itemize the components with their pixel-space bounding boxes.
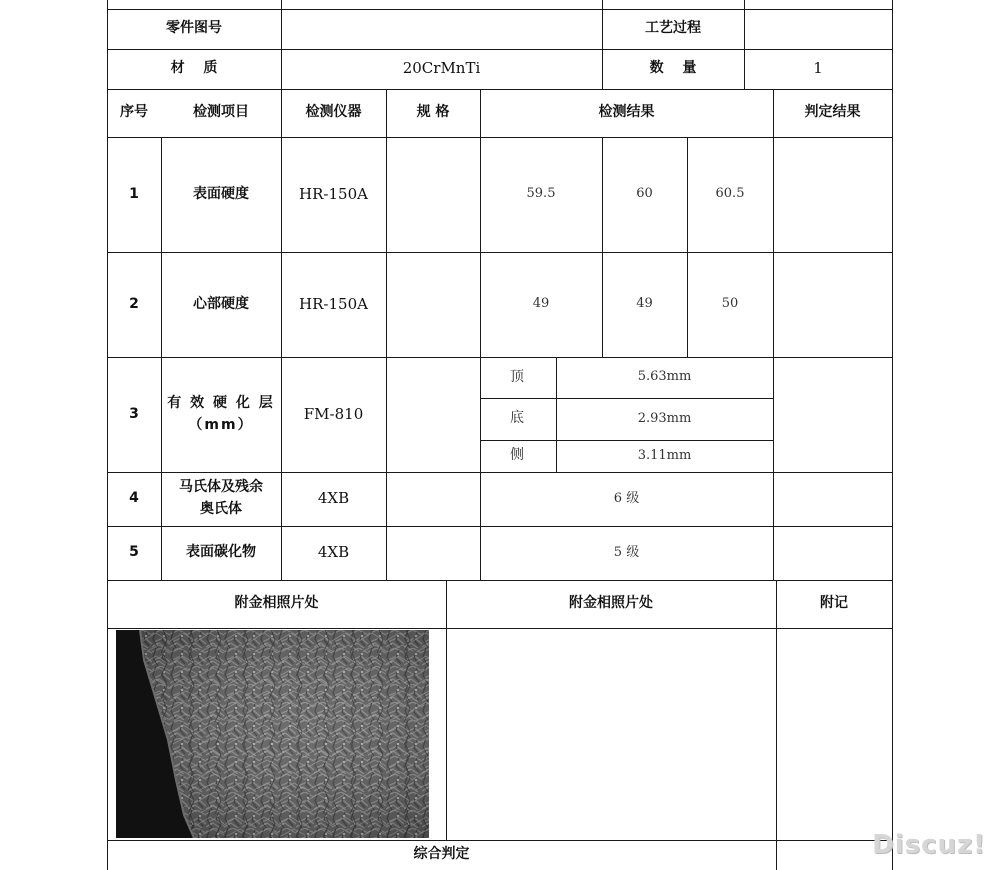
process-label: 工艺过程 xyxy=(645,20,701,37)
row-instrument: FM-810 xyxy=(303,404,364,423)
col-spec: 规 格 xyxy=(416,104,450,121)
layer-value: 3.11mm xyxy=(637,447,692,463)
row-instrument: 4XB xyxy=(317,543,350,562)
row-result: 6 级 xyxy=(613,490,640,506)
row-index: 5 xyxy=(129,544,139,561)
material-label: 材 质 xyxy=(170,60,218,77)
col-item: 检测项目 xyxy=(193,104,249,121)
rule xyxy=(892,0,893,870)
row-instrument: 4XB xyxy=(317,489,350,508)
result-value: 49 xyxy=(532,296,550,312)
micrograph-image xyxy=(116,630,429,838)
part-no-value xyxy=(281,9,602,49)
col-result: 检测结果 xyxy=(598,104,655,121)
col-judgement: 判定结果 xyxy=(804,104,861,121)
row-instrument: HR-150A xyxy=(299,184,368,203)
result-value: 49 xyxy=(636,296,653,312)
rule xyxy=(386,89,387,580)
watermark-logo: Discuz! xyxy=(872,830,986,860)
layer-label: 顶 xyxy=(510,368,524,385)
result-value: 50 xyxy=(721,296,739,312)
result-value: 60 xyxy=(636,186,653,202)
result-value: 60.5 xyxy=(715,186,745,202)
process-value xyxy=(744,9,892,49)
layer-label: 侧 xyxy=(510,447,524,464)
layer-value: 5.63mm xyxy=(637,369,692,385)
row-item: 心部硬度 xyxy=(193,295,249,312)
row-item: 马氏体及残余奥氏体 xyxy=(179,479,263,517)
col-instrument: 检测仪器 xyxy=(305,104,362,121)
summary-label: 综合判定 xyxy=(413,846,470,863)
photo-label-left: 附金相照片处 xyxy=(234,595,319,612)
microstructure-photo-icon xyxy=(116,630,429,838)
row-item: 表面碳化物 xyxy=(186,544,256,561)
part-no-label: 零件图号 xyxy=(166,20,222,37)
row-item: 表面硬度 xyxy=(193,185,249,202)
quantity-label: 数 量 xyxy=(649,60,697,77)
photo-label-right: 附金相照片处 xyxy=(569,595,653,612)
material-value: 20CrMnTi xyxy=(402,59,481,78)
layer-label: 底 xyxy=(510,410,524,427)
row-index: 3 xyxy=(129,405,139,422)
rule xyxy=(773,89,774,580)
result-value: 59.5 xyxy=(526,186,556,202)
row-index: 2 xyxy=(129,295,139,312)
row-index: 1 xyxy=(129,185,139,202)
row-item: 有 效 硬 化 层（mm） xyxy=(167,394,275,433)
layer-value: 2.93mm xyxy=(637,410,692,426)
col-index: 序号 xyxy=(120,104,148,121)
row-result: 5 级 xyxy=(613,544,640,560)
row-index: 4 xyxy=(129,490,139,507)
quantity-value: 1 xyxy=(813,59,823,78)
row-instrument: HR-150A xyxy=(299,294,368,313)
note-label: 附记 xyxy=(820,595,848,612)
